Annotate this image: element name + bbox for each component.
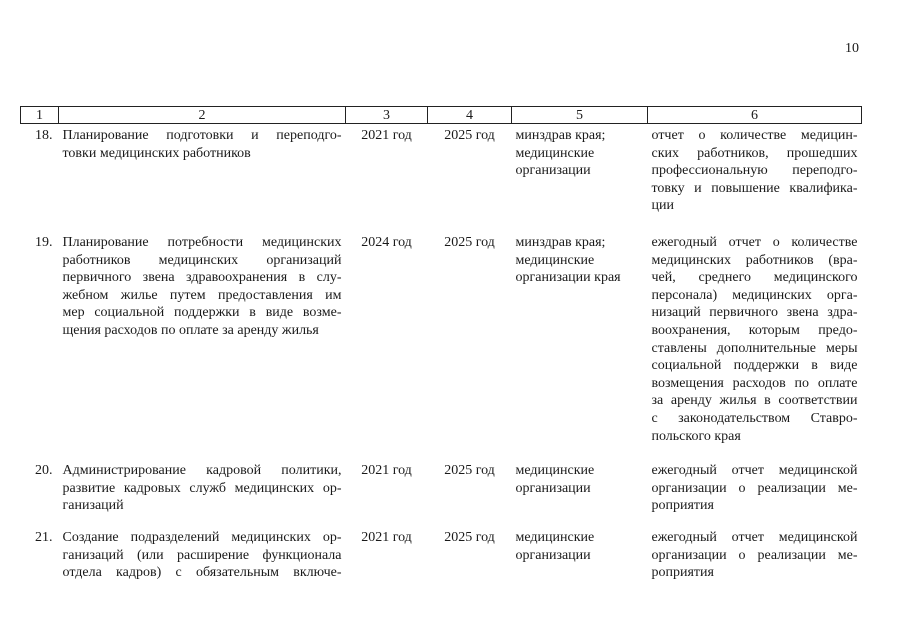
executor-cell	[512, 459, 648, 526]
activity-cell	[59, 231, 346, 459]
executor-cell	[512, 231, 648, 459]
text-line: минздрав края;	[515, 128, 606, 143]
column-header: 5	[512, 107, 648, 124]
text-line: минздрав края;	[515, 235, 606, 250]
text-line: развитие кадровых служб медицинских ор-	[62, 480, 342, 496]
row-number: 18.	[35, 128, 53, 143]
start-year: 2024 год	[361, 235, 412, 250]
text-line: медицинские	[515, 252, 595, 268]
end-year: 2025 год	[444, 463, 495, 478]
text-line: ставлены дополнительные меры	[651, 340, 858, 356]
text-line: товку и повышение квалифика-	[651, 180, 858, 196]
text-line: чей, среднего медицинского	[651, 270, 858, 286]
plan-table	[20, 106, 862, 589]
start-year: 2021 год	[361, 530, 412, 545]
text-line: ежегодный отчет о количестве	[651, 235, 858, 250]
text-line: щения расходов по оплате за аренду жилья	[62, 322, 319, 338]
text-line: Создание подразделений медицинских ор-	[62, 530, 342, 545]
text-line: организации о реализации ме-	[651, 480, 858, 496]
text-line: медицинские	[515, 145, 595, 161]
text-line: медицинские	[515, 463, 595, 478]
column-header: 1	[21, 107, 59, 124]
text-line: Администрирование кадровой политики,	[62, 463, 342, 478]
text-line: возмещения расходов по оплате	[651, 375, 858, 391]
column-header: 6	[648, 107, 862, 124]
text-line: ции	[651, 198, 674, 214]
row-number: 19.	[35, 235, 53, 250]
text-line: организации	[515, 547, 591, 563]
text-line: мер социальной поддержки в виде возме-	[62, 305, 342, 321]
table-row	[21, 459, 862, 526]
text-line: ежегодный отчет медицинской	[651, 530, 858, 545]
text-line: товки медицинских работников	[62, 145, 251, 161]
activity-cell	[59, 459, 346, 526]
column-header: 4	[428, 107, 512, 124]
column-header: 2	[59, 107, 346, 124]
text-line: воохранения, которым предо-	[651, 322, 858, 338]
text-line: персонала) медицинских орга-	[651, 287, 858, 303]
row-number: 21.	[35, 530, 53, 545]
result-cell	[648, 459, 862, 526]
text-line: работников медицинских организаций	[62, 252, 342, 268]
end-year: 2025 год	[444, 530, 495, 545]
text-line: ских работников, прошедших	[651, 145, 858, 161]
text-line: роприятия	[651, 498, 714, 514]
end-year: 2025 год	[444, 128, 495, 143]
start-year: 2021 год	[361, 128, 412, 143]
activity-cell	[59, 526, 346, 589]
page-number: 10	[845, 41, 859, 56]
text-line: ганизаций (или расширение функционала	[62, 547, 342, 563]
text-line: отдела кадров) с обязательным включе-	[62, 565, 342, 581]
text-line: профессиональную переподго-	[651, 163, 858, 179]
text-line: ежегодный отчет медицинской	[651, 463, 858, 478]
table-row	[21, 526, 862, 589]
column-header: 3	[346, 107, 428, 124]
executor-cell	[512, 124, 648, 232]
end-year: 2025 год	[444, 235, 495, 250]
text-line: Планирование потребности медицинских	[62, 235, 342, 250]
text-line: с законодательством Ставро-	[651, 410, 858, 426]
text-line: первичного звена здравоохранения в слу-	[62, 270, 342, 286]
text-line: за аренду жилья в соответствии	[651, 393, 858, 409]
text-line: низаций первичного звена здра-	[651, 305, 858, 321]
text-line: организации	[515, 163, 591, 179]
text-line: роприятия	[651, 565, 714, 581]
table-row	[21, 231, 862, 459]
text-line: социальной поддержки в виде	[651, 358, 858, 374]
result-cell	[648, 526, 862, 589]
row-number: 20.	[35, 463, 53, 478]
text-line: медицинских работников (вра-	[651, 252, 858, 268]
text-line: ганизаций	[62, 498, 124, 514]
activity-cell	[59, 124, 346, 232]
result-cell	[648, 231, 862, 459]
text-line: польского края	[651, 428, 741, 444]
start-year: 2021 год	[361, 463, 412, 478]
table-row	[21, 124, 862, 232]
result-cell	[648, 124, 862, 232]
text-line: организации	[515, 480, 591, 496]
text-line: организации о реализации ме-	[651, 547, 858, 563]
executor-cell	[512, 526, 648, 589]
text-line: медицинские	[515, 530, 595, 545]
text-line: организации края	[515, 270, 621, 286]
text-line: Планирование подготовки и переподго-	[62, 128, 342, 143]
table-header-row	[21, 107, 862, 124]
text-line: отчет о количестве медицин-	[651, 128, 858, 143]
text-line: жебном жилье путем предоставления им	[62, 287, 342, 303]
